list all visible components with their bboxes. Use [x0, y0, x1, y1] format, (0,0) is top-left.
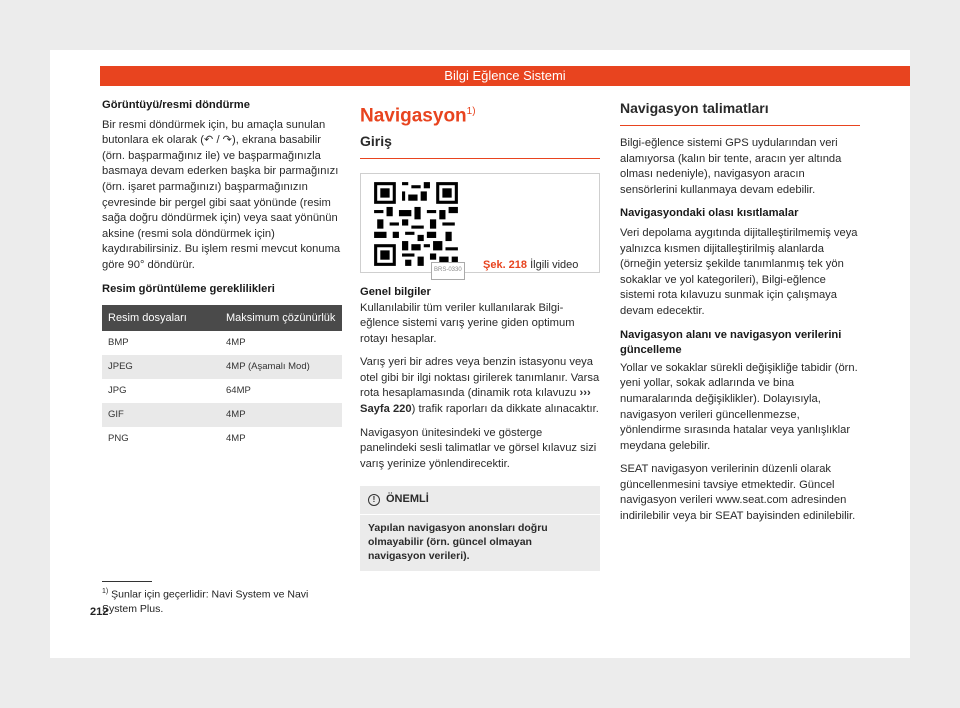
column-2 [360, 98, 600, 571]
table-cell: PNG [108, 433, 129, 445]
page-reference-link[interactable]: ››› Sayfa 220 [360, 387, 591, 416]
paragraph-destination-text-b: ) trafik raporları da dikkate alınacaktır. [411, 403, 599, 416]
table-cell: 64MP [226, 385, 251, 397]
heading-update-data: Navigasyon alanı ve navigasyon verilerini güncelleme [620, 328, 842, 357]
figure-caption [483, 258, 578, 274]
table-cell: GIF [102, 403, 220, 427]
table-cell: 4MP [226, 433, 246, 445]
qr-code-icon[interactable] [371, 179, 461, 269]
warning-box [360, 486, 600, 571]
footnote-marker: 1) [102, 588, 109, 595]
table-cell: 4MP (Aşamalı Mod) [220, 355, 342, 379]
page [50, 50, 910, 658]
section-header: Bilgi Eğlence Sistemi [100, 66, 910, 86]
subsection-title: Giriş [360, 134, 600, 159]
footnote-marker: 1) [466, 106, 476, 117]
heading-restrictions: Navigasyondaki olası kısıtlamalar [620, 207, 799, 220]
warning-body: Yapılan navigasyon anonsları doğru olmayabilir (örn. güncel olmayan navigasyon verileri). [368, 522, 548, 563]
table-row [102, 355, 342, 379]
subsection-title-instructions: Navigasyon talimatları [620, 100, 860, 126]
paragraph-destination [360, 355, 600, 417]
table-cell: 4MP [220, 403, 342, 427]
section-title [360, 100, 600, 128]
page-number: 212 [90, 606, 109, 618]
paragraph-seat-update: SEAT navigasyon verilerinin düzenli olarak güncellenmesini tavsiye etmektedir. Güncel navigasyon verileri www.seat.com adresinden indirilebilir veya bir SEAT bayisinden edinilebilir. [620, 463, 856, 523]
column-1 [102, 98, 342, 451]
figure-qr-video [360, 173, 600, 273]
footnote [102, 585, 342, 616]
warning-title: ÖNEMLİ [386, 493, 429, 506]
table-cell: JPG [108, 385, 127, 397]
paragraph-update-data: Yollar ve sokaklar sürekli değişikliğe tabidir (örn. yeni yollar, sokak adlarında ve bina numaralarında değişiklikler). Dolayısıyla, navigasyon verileri güncellenmezse, yönlendirme sırasında hatalar veya yanlışlıklar meydana gelebilir. [620, 361, 858, 452]
info-icon: ! [368, 494, 380, 506]
table-row [102, 427, 342, 451]
figure-number: Şek. 218 [483, 258, 528, 271]
paragraph-voice-guidance: Navigasyon ünitesindeki ve gösterge panelindeki sesli talimatlar ve görsel kılavuz sizi varış yerinize yönlendirecektir. [360, 426, 597, 470]
table-row [102, 331, 342, 355]
heading-image-requirements: Resim görüntüleme gereklilikleri [102, 282, 275, 295]
column-3 [620, 98, 860, 533]
heading-general-info: Genel bilgiler [360, 285, 431, 298]
figure-caption-text: İlgili video [530, 258, 579, 271]
section-title-text: Navigasyon [360, 105, 467, 127]
paragraph-general-info: Kullanılabilir tüm veriler kullanılarak Bilgi-eğlence sistemi varış yerine giden optimum rotayı hesaplar. [360, 301, 575, 345]
paragraph-rotate-image: Bir resmi döndürmek için, bu amaçla sunulan butonlara ek olarak (↶ / ↷), ekrana basabilir (örn. başparmağınız ile) ve başparmağınızla basmaya devam ederken başka bir parmağınızı (örn. işaret parmağınızı) başparmağınızın çevresinde bir pergel gibi saat yönünde (resim sağa doğru döndürmek için) veya saat yönünün aksine (resmi sola döndürmek için) kaydırabilirsiniz. Bu işlem resmi mevcut konuma göre 90° döndürür. [102, 118, 341, 271]
table-cell: 4MP [226, 337, 246, 349]
paragraph-destination-text-a: Varış yeri bir adres veya benzin istasyonu veya otel gibi bir ilgi noktası girilerek tanımlanır. Varsa rota hesaplamasında (dinamik rota kılavuzu [360, 356, 600, 400]
warning-header [360, 486, 600, 515]
heading-rotate-image: Görüntüyü/resmi döndürme [102, 99, 250, 111]
image-requirements-table [102, 305, 342, 451]
footnote-divider [102, 581, 152, 582]
table-header-row [102, 305, 342, 331]
table-row [102, 379, 342, 403]
table-row [102, 403, 342, 427]
table-header: Resim dosyaları [102, 305, 220, 331]
table-cell: BMP [108, 337, 129, 349]
table-header: Maksimum çözünürlük [220, 305, 342, 331]
footnote-text: Şunlar için geçerlidir: Navi System ve Navi System Plus. [102, 588, 309, 615]
paragraph-gps: Bilgi-eğlence sistemi GPS uydularından veri alamıyorsa (kalın bir tente, aracın yer altında olması nedeniyle), navigasyon aracın sensörlerini kullanmaya devam edebilir. [620, 137, 842, 196]
paragraph-restrictions: Veri depolama aygıtında dijitalleştirilmemiş veya yalnızca kısmen dijitalleştirilmiş alanlarda (örneğin yetersiz şekilde tanımlanmış tek yön sokaklar ve yol kategorileri), Bilgi-eğlence sistemi rota kılavuzu sunmak için çalışmaya devam edecektir. [620, 226, 858, 317]
table-cell: JPEG [102, 355, 220, 379]
figure-code: BRS-0330 [431, 262, 465, 280]
